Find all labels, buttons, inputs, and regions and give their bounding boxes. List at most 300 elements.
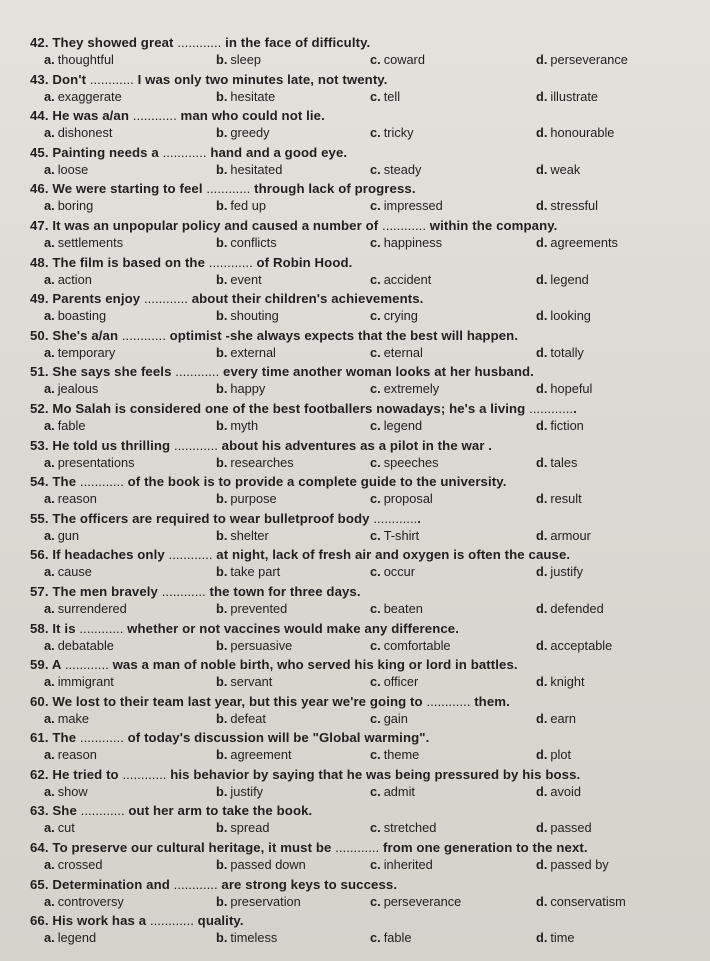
question-stem (30, 766, 692, 783)
answer-blank: ............ (426, 693, 471, 709)
question-item (30, 327, 692, 364)
option-a (44, 563, 92, 580)
option-letter: c. (370, 783, 381, 799)
question-text-before: The men bravely (52, 583, 158, 599)
option-letter: a. (44, 161, 55, 177)
option-text: totally (550, 344, 584, 360)
option-letter: c. (370, 491, 381, 507)
question-item (30, 217, 692, 254)
question-item (30, 693, 692, 730)
option-letter: c. (370, 198, 381, 214)
option-text: acceptable (550, 637, 613, 653)
answer-blank: ............ (143, 291, 188, 307)
option-text: happiness (383, 234, 443, 250)
option-text: gun (57, 527, 80, 543)
option-text: eternal (383, 344, 423, 360)
option-text: spread (230, 820, 270, 836)
option-text: passed (550, 820, 592, 836)
option-letter: d. (536, 893, 548, 909)
option-text: reason (57, 491, 97, 507)
option-c (370, 454, 438, 471)
option-a (44, 51, 114, 68)
option-a (44, 344, 115, 361)
option-letter: b. (216, 600, 228, 616)
option-text: legend (57, 930, 97, 946)
option-d (536, 893, 626, 910)
option-letter: c. (370, 381, 381, 397)
question-text-after: are strong keys to success. (221, 876, 398, 892)
question-stem (30, 144, 692, 161)
option-letter: b. (216, 564, 228, 580)
question-text-after: quality. (197, 913, 244, 929)
option-b (216, 380, 265, 397)
options-row (30, 929, 692, 946)
option-text: sleep (230, 52, 261, 67)
question-number: 48. (30, 254, 49, 270)
option-c (370, 929, 411, 946)
question-text-before: We lost to their team last year, but this year we're going to (52, 693, 423, 709)
question-item (30, 802, 692, 839)
option-text: looking (550, 308, 591, 324)
options-row (30, 673, 692, 690)
option-text: servant (230, 674, 273, 690)
question-item (30, 473, 692, 510)
option-d (536, 856, 609, 873)
option-letter: c. (370, 344, 381, 360)
question-text-before: If headaches only (52, 547, 165, 563)
option-letter: b. (216, 161, 228, 177)
option-b (216, 490, 277, 507)
option-letter: c. (370, 454, 381, 470)
option-d (536, 673, 585, 690)
option-letter: a. (44, 674, 55, 690)
question-stem (30, 71, 692, 88)
question-stem (30, 437, 692, 454)
option-text: cut (57, 820, 75, 836)
option-text: comfortable (383, 637, 451, 653)
option-text: conservatism (550, 893, 626, 909)
option-d (536, 527, 591, 544)
option-b (216, 563, 280, 580)
option-text: show (57, 783, 88, 799)
option-text: conflicts (230, 234, 277, 250)
question-text-before: She (52, 803, 77, 819)
question-number: 44. (30, 108, 49, 124)
option-letter: c. (370, 747, 381, 763)
question-item (30, 34, 692, 71)
option-text: fable (57, 417, 86, 433)
question-text-before: It is (52, 620, 76, 636)
answer-blank: ............ (132, 108, 177, 124)
option-text: temporary (57, 344, 116, 360)
question-text-before: They showed great (52, 35, 174, 50)
option-text: settlements (57, 234, 124, 250)
question-text-after: hand and a good eye. (210, 144, 348, 160)
question-item (30, 363, 692, 400)
option-text: passed by (550, 857, 609, 873)
question-item (30, 876, 692, 913)
option-text: weak (550, 161, 581, 177)
question-text-after: about his adventures as a pilot in the war . (221, 437, 493, 453)
question-text-after: of the book is to provide a complete guide to the university. (127, 474, 507, 490)
option-text: prevented (230, 600, 288, 616)
option-c (370, 783, 415, 800)
option-text: cause (57, 564, 92, 580)
option-text: legend (383, 417, 423, 433)
answer-blank: ............ (373, 510, 418, 526)
option-text: crying (383, 308, 418, 324)
option-c (370, 344, 423, 361)
question-list (30, 34, 692, 949)
question-stem (30, 729, 692, 746)
option-a (44, 783, 88, 800)
option-c (370, 380, 439, 397)
options-row (30, 746, 692, 763)
question-text-after: . (573, 400, 577, 416)
option-text: shouting (230, 308, 279, 324)
option-letter: d. (536, 125, 548, 141)
option-b (216, 673, 272, 690)
question-text-after: optimist -she always expects that the best will happen. (169, 327, 519, 343)
answer-blank: ............ (529, 400, 574, 416)
option-b (216, 234, 277, 251)
option-letter: c. (370, 308, 381, 324)
question-stem (30, 254, 692, 271)
question-text-after: from one generation to the next. (382, 840, 588, 856)
option-text: controversy (57, 893, 124, 909)
question-text-after: the town for three days. (209, 583, 361, 599)
question-item (30, 546, 692, 583)
option-letter: d. (536, 381, 548, 397)
answer-blank: ............ (208, 254, 253, 270)
option-text: preservation (230, 893, 301, 909)
option-letter: c. (370, 417, 381, 433)
question-number: 49. (30, 291, 49, 307)
option-text: defended (550, 600, 604, 616)
option-c (370, 161, 421, 178)
option-text: reason (57, 747, 97, 763)
option-letter: a. (44, 417, 55, 433)
question-number: 60. (30, 693, 49, 709)
option-c (370, 819, 436, 836)
options-row (30, 490, 692, 507)
option-text: external (230, 344, 276, 360)
option-letter: a. (44, 344, 55, 360)
option-d (536, 344, 584, 361)
question-text-after: was a man of noble birth, who served his king or lord in battles. (112, 657, 518, 673)
question-text-before: The (52, 730, 77, 746)
option-a (44, 600, 127, 617)
option-text: surrendered (57, 600, 127, 616)
option-text: timeless (230, 930, 278, 946)
option-letter: d. (536, 88, 548, 104)
question-number: 54. (30, 474, 49, 490)
option-text: admit (383, 783, 415, 799)
question-number: 65. (30, 876, 49, 892)
question-item (30, 180, 692, 217)
question-item (30, 620, 692, 657)
question-stem (30, 180, 692, 197)
option-a (44, 271, 92, 288)
option-d (536, 234, 618, 251)
question-number: 59. (30, 657, 49, 673)
option-letter: a. (44, 710, 55, 726)
question-text-before: Parents enjoy (52, 291, 141, 307)
option-letter: b. (216, 930, 228, 946)
options-row (30, 307, 692, 324)
option-d (536, 490, 582, 507)
option-text: T-shirt (383, 527, 420, 543)
option-a (44, 124, 112, 141)
option-a (44, 819, 75, 836)
option-b (216, 88, 275, 105)
question-stem (30, 839, 692, 856)
option-b (216, 124, 270, 141)
option-letter: d. (536, 161, 548, 177)
question-stem (30, 363, 692, 380)
option-a (44, 454, 135, 471)
question-text-after: I was only two minutes late, not twenty. (137, 71, 388, 87)
question-text-before: He was a/an (52, 108, 130, 124)
option-b (216, 746, 292, 763)
option-letter: b. (216, 747, 228, 763)
option-d (536, 197, 598, 214)
answer-blank: ............ (64, 657, 109, 673)
question-text-after: in the face of difficulty. (225, 35, 371, 50)
options-row (30, 344, 692, 361)
question-number: 55. (30, 510, 49, 526)
answer-blank: ............ (162, 144, 207, 160)
question-text-before: He told us thrilling (52, 437, 171, 453)
option-text: illustrate (550, 88, 599, 104)
question-item (30, 400, 692, 437)
option-a (44, 380, 98, 397)
option-b (216, 893, 301, 910)
option-d (536, 124, 614, 141)
option-c (370, 600, 423, 617)
answer-blank: ............ (206, 181, 251, 197)
question-text-before: She's a/an (52, 327, 119, 343)
option-text: loose (57, 161, 89, 177)
option-d (536, 819, 592, 836)
option-a (44, 929, 96, 946)
answer-blank: ............ (89, 71, 134, 87)
option-text: accident (383, 271, 432, 287)
option-letter: a. (44, 88, 55, 104)
option-letter: b. (216, 88, 228, 104)
option-letter: c. (370, 710, 381, 726)
option-b (216, 637, 292, 654)
option-letter: d. (536, 454, 548, 470)
question-text-before: Mo Salah is considered one of the best footballers nowadays; he's a living (52, 400, 526, 416)
question-text-after: them. (474, 693, 510, 709)
option-text: earn (550, 710, 576, 726)
option-text: speeches (383, 454, 439, 470)
option-letter: c. (370, 88, 381, 104)
question-number: 61. (30, 730, 49, 746)
option-c (370, 197, 443, 214)
option-letter: d. (536, 600, 548, 616)
option-letter: d. (536, 674, 548, 690)
option-text: tell (383, 88, 401, 104)
options-row (30, 893, 692, 910)
option-d (536, 88, 598, 105)
options-row (30, 856, 692, 873)
question-item (30, 839, 692, 876)
answer-blank: ............ (168, 547, 213, 563)
question-stem (30, 400, 692, 417)
option-text: fable (383, 930, 412, 946)
question-number: 47. (30, 217, 49, 233)
option-letter: a. (44, 454, 55, 470)
question-number: 63. (30, 803, 49, 819)
option-d (536, 161, 580, 178)
option-text: action (57, 271, 92, 287)
option-b (216, 51, 261, 68)
option-d (536, 380, 592, 397)
question-text-before: The (52, 474, 77, 490)
option-letter: c. (370, 637, 381, 653)
options-row (30, 88, 692, 105)
option-text: fiction (550, 417, 584, 433)
option-a (44, 417, 85, 434)
question-stem (30, 327, 692, 344)
option-c (370, 746, 419, 763)
options-row (30, 454, 692, 471)
option-b (216, 271, 262, 288)
question-number: 66. (30, 913, 49, 929)
option-letter: a. (44, 234, 55, 250)
option-letter: a. (44, 857, 55, 873)
option-c (370, 673, 418, 690)
option-letter: b. (216, 893, 228, 909)
option-text: jealous (57, 381, 99, 397)
option-text: immigrant (57, 674, 114, 690)
question-item (30, 254, 692, 291)
option-text: hopeful (550, 381, 593, 397)
options-row (30, 124, 692, 141)
options-row (30, 710, 692, 727)
option-c (370, 307, 418, 324)
question-stem (30, 546, 692, 563)
option-text: honourable (550, 125, 615, 141)
question-item (30, 729, 692, 766)
question-text-before: We were starting to feel (52, 181, 203, 197)
option-text: fed up (230, 198, 266, 214)
option-letter: a. (44, 527, 55, 543)
option-text: greedy (230, 125, 270, 141)
option-letter: b. (216, 674, 228, 690)
answer-blank: ............ (80, 803, 125, 819)
question-text-before: To preserve our cultural heritage, it must be (52, 840, 332, 856)
question-item (30, 912, 692, 949)
option-letter: a. (44, 930, 55, 946)
option-text: purpose (230, 491, 277, 507)
option-text: theme (383, 747, 420, 763)
option-d (536, 929, 575, 946)
options-row (30, 197, 692, 214)
option-letter: b. (216, 637, 228, 653)
option-a (44, 637, 114, 654)
option-letter: b. (216, 527, 228, 543)
option-b (216, 929, 277, 946)
option-letter: c. (370, 271, 381, 287)
option-b (216, 417, 258, 434)
answer-blank: ............ (382, 217, 426, 233)
option-letter: a. (44, 893, 55, 909)
question-stem (30, 693, 692, 710)
option-b (216, 600, 287, 617)
question-item (30, 766, 692, 803)
option-text: gain (383, 710, 408, 726)
option-text: justify (230, 783, 264, 799)
options-row (30, 417, 692, 434)
answer-blank: ............ (79, 730, 124, 746)
option-a (44, 161, 88, 178)
option-letter: b. (216, 234, 228, 250)
option-letter: b. (216, 308, 228, 324)
option-c (370, 563, 415, 580)
option-text: justify (550, 564, 584, 580)
option-letter: c. (370, 857, 381, 873)
question-text-after: every time another woman looks at her husband. (223, 364, 534, 380)
option-letter: b. (216, 857, 228, 873)
option-d (536, 307, 591, 324)
option-letter: b. (216, 198, 228, 214)
option-d (536, 417, 584, 434)
option-text: presentations (57, 454, 135, 470)
option-letter: a. (44, 600, 55, 616)
question-text-after: his behavior by saying that he was being pressured by his boss. (170, 766, 581, 782)
option-c (370, 527, 419, 544)
option-text: armour (550, 527, 591, 543)
option-letter: c. (370, 674, 381, 690)
question-item (30, 510, 692, 547)
question-text-after: through lack of progress. (254, 181, 416, 197)
question-text-before: His work has a (52, 913, 147, 929)
option-letter: a. (44, 125, 55, 141)
option-letter: a. (44, 308, 55, 324)
answer-blank: ............ (177, 35, 222, 50)
question-item (30, 290, 692, 327)
question-text-after: whether or not vaccines would make any difference. (127, 620, 459, 636)
options-row (30, 51, 692, 68)
option-letter: d. (536, 637, 548, 653)
option-a (44, 307, 106, 324)
question-number: 46. (30, 181, 49, 197)
question-stem (30, 802, 692, 819)
option-b (216, 783, 263, 800)
option-letter: d. (536, 417, 548, 433)
option-a (44, 893, 124, 910)
question-text-before: A (51, 657, 62, 673)
answer-blank: ............ (173, 876, 218, 892)
options-row (30, 234, 692, 251)
option-a (44, 234, 123, 251)
option-letter: a. (44, 564, 55, 580)
option-text: officer (383, 674, 419, 690)
option-text: legend (550, 271, 589, 287)
option-text: hesitated (230, 161, 283, 177)
option-letter: c. (370, 161, 381, 177)
option-text: steady (383, 161, 422, 177)
option-letter: a. (44, 820, 55, 836)
option-letter: c. (370, 52, 381, 67)
option-letter: d. (536, 747, 548, 763)
option-letter: a. (44, 271, 55, 287)
option-text: exaggerate (57, 88, 122, 104)
option-letter: a. (44, 52, 55, 67)
